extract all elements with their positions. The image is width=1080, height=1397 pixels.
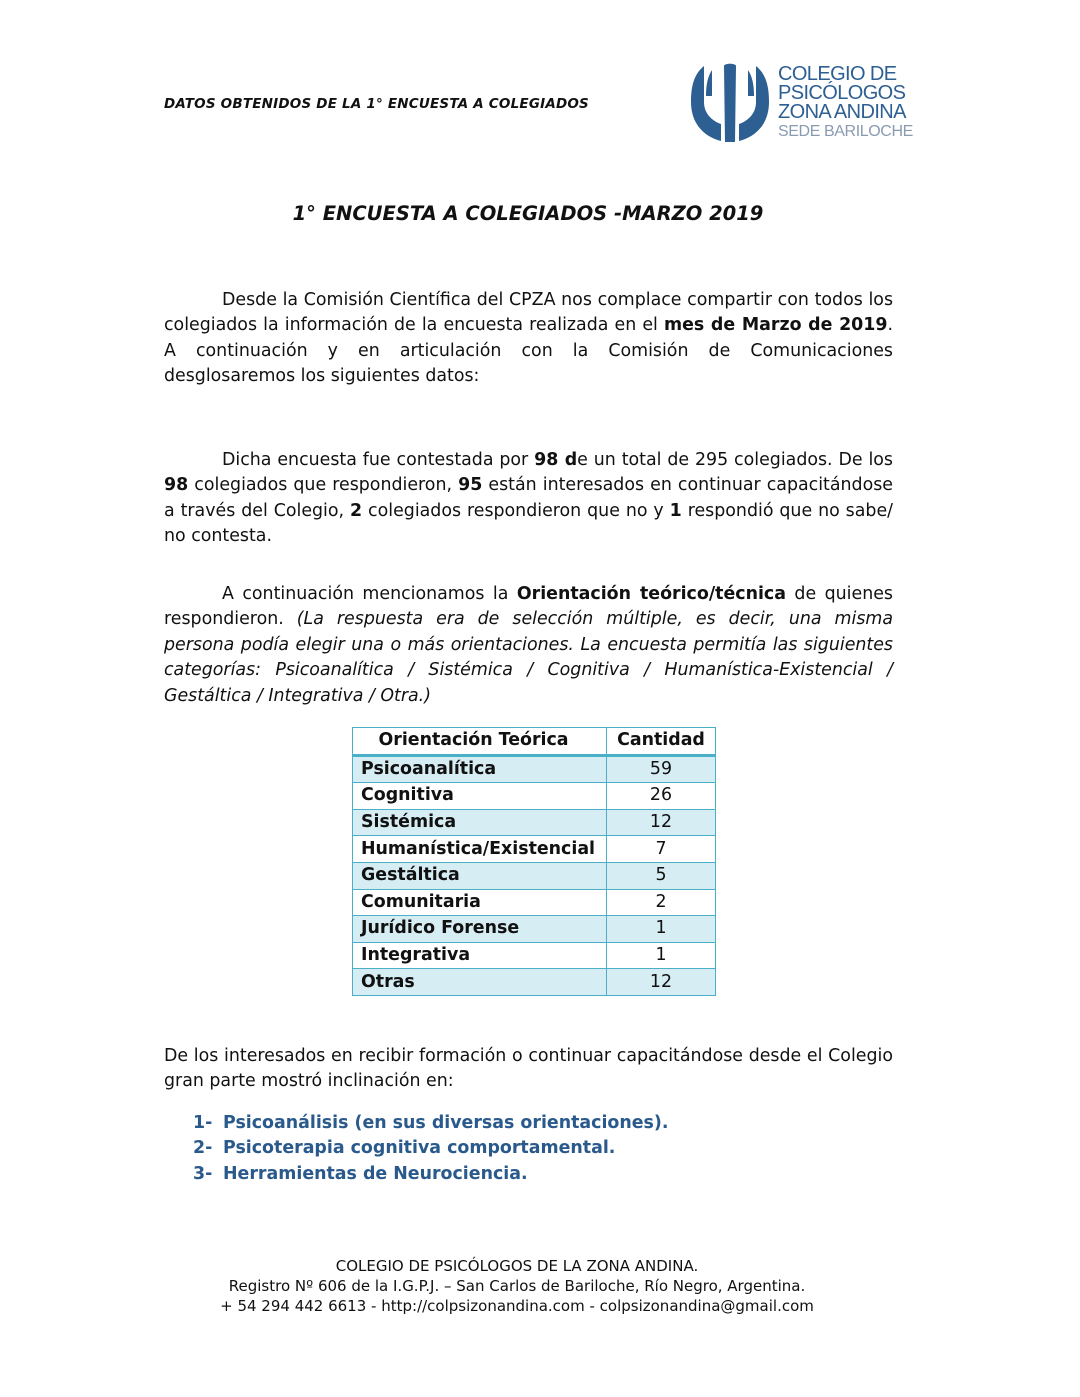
table-header-row xyxy=(353,728,716,756)
table-row xyxy=(353,836,716,863)
row-label: Otras xyxy=(353,969,607,996)
list-item xyxy=(193,1136,668,1161)
list-item-number: 2- xyxy=(193,1138,213,1159)
row-value: 59 xyxy=(607,755,716,783)
row-label: Comunitaria xyxy=(353,889,607,916)
list-item xyxy=(193,1111,668,1136)
logo-line-1: COLEGIO DE xyxy=(778,63,897,85)
training-paragraph: De los interesados en recibir formación o continuar capacitándose desde el Colegio gran parte mostró inclinación en: xyxy=(164,1046,893,1092)
logo-text xyxy=(778,65,913,141)
row-label: Integrativa xyxy=(353,942,607,969)
footer-line-3: + 54 294 442 6613 - http://colpsizonandina.com - colpsizonandina@gmail.com xyxy=(220,1297,814,1315)
list-item-text: Psicoterapia cognitiva comportamental. xyxy=(223,1138,616,1159)
page-footer xyxy=(0,1256,1034,1316)
training-preferences-list xyxy=(193,1111,668,1187)
table-row xyxy=(353,942,716,969)
footer-line-2: Registro Nº 606 de la I.G.P.J. – San Carlos de Bariloche, Río Negro, Argentina. xyxy=(228,1277,806,1295)
colegio-logo xyxy=(688,62,913,144)
row-value: 1 xyxy=(607,942,716,969)
table-row xyxy=(353,755,716,783)
row-value: 7 xyxy=(607,836,716,863)
orientation-intro-paragraph: A continuación mencionamos la Orientación teórico/técnica de quienes respondieron. (La respuesta era de selección múltiple, es decir, una misma persona podía elegir una o más orientaciones. La encuesta permitía las siguientes categorías: Psicoanalítica / Sistémica / Cognitiva / Humanística-Existencial / Gestáltica / Integrativa / Otra.) xyxy=(164,584,893,706)
list-item-number: 1- xyxy=(193,1113,213,1133)
row-value: 5 xyxy=(607,862,716,889)
column-header-quantity: Cantidad xyxy=(607,728,716,756)
logo-line-4: SEDE BARILOCHE xyxy=(778,123,913,140)
row-value: 26 xyxy=(607,783,716,810)
row-value: 12 xyxy=(607,969,716,996)
table-row xyxy=(353,969,716,996)
row-value: 1 xyxy=(607,916,716,943)
row-label: Psicoanalítica xyxy=(353,755,607,783)
row-label: Jurídico Forense xyxy=(353,916,607,943)
document-title: 1° ENCUESTA A COLEGIADOS -MARZO 2019 xyxy=(292,202,764,225)
row-label: Sistémica xyxy=(353,809,607,836)
list-item xyxy=(193,1162,668,1187)
orientation-table xyxy=(352,727,716,996)
responses-paragraph: Dicha encuesta fue contestada por 98 de un total de 295 colegiados. De los 98 colegiados que respondieron, 95 están interesados en continuar capacitándose a través del Colegio, 2 colegiados respondieron que no y 1 respondió que no sabe/ no contesta. xyxy=(164,450,893,547)
table-row xyxy=(353,889,716,916)
table-row xyxy=(353,862,716,889)
row-label: Cognitiva xyxy=(353,783,607,810)
row-value: 12 xyxy=(607,809,716,836)
row-label: Gestáltica xyxy=(353,862,607,889)
table-row xyxy=(353,809,716,836)
logo-line-2: PSICÓLOGOS xyxy=(778,82,906,104)
footer-line-1: COLEGIO DE PSICÓLOGOS DE LA ZONA ANDINA. xyxy=(335,1257,699,1275)
logo-line-3: ZONA ANDINA xyxy=(778,101,906,123)
table-row xyxy=(353,783,716,810)
intro-paragraph: Desde la Comisión Científica del CPZA nos complace compartir con todos los colegiados la información de la encuesta realizada en el mes de Marzo de 2019. A continuación y en articulación con la Comisión de Comunicaciones desglosaremos los siguientes datos: xyxy=(164,290,893,387)
psi-logo-icon xyxy=(688,62,772,144)
row-label: Humanística/Existencial xyxy=(353,836,607,863)
list-item-number: 3- xyxy=(193,1163,213,1184)
list-item-text: Herramientas de Neurociencia. xyxy=(223,1163,528,1184)
column-header-orientation: Orientación Teórica xyxy=(353,728,607,756)
row-value: 2 xyxy=(607,889,716,916)
list-item-text: Psicoanálisis (en sus diversas orientaciones). xyxy=(223,1113,669,1133)
table-row xyxy=(353,916,716,943)
header-tag: DATOS OBTENIDOS DE LA 1° ENCUESTA A COLEGIADOS xyxy=(164,96,589,112)
